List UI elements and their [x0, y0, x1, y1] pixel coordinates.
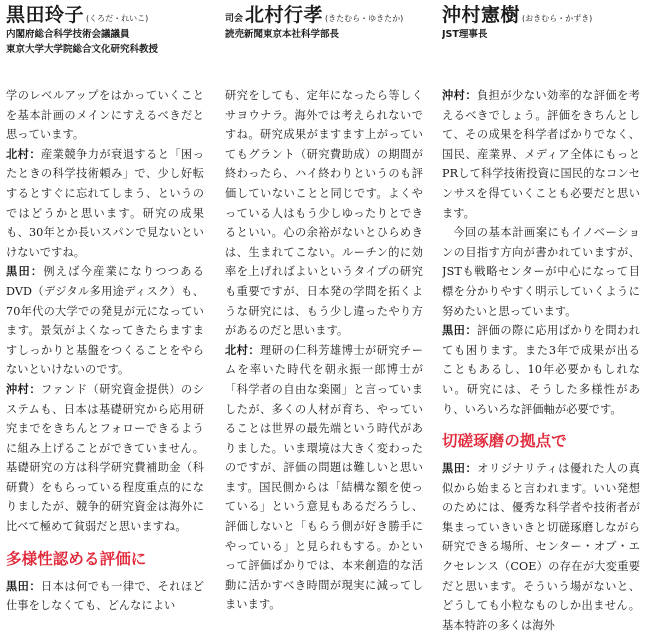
speaker-label: 沖村： — [6, 382, 42, 396]
column-1 — [6, 0, 204, 636]
article-text — [225, 86, 423, 615]
speaker-kana: (きたむら・ゆきたか) — [325, 14, 404, 23]
paragraph — [442, 459, 640, 635]
paragraph — [442, 86, 640, 223]
speaker-name-line — [442, 0, 640, 27]
paragraph-text: 理研の仁科芳雄博士が研究チームを率いた時代を朝永振一郎博士が「科学者の自由な楽園」と言っていましたが、多くの人材が育ち、やっていることは世界の最先端という時代がありました。いま環境は大きく変わったのですが、評価の問題は難しいと思います。国民側からは「結構な額を使っている」という意見もあるだろうし、評価しないと「もらう側が好き勝手にやっている」と見られもする。かといって評価ばかりでは、本来創造的な活動に活かすべき時間が現実に減ってしまいます。 — [225, 343, 423, 612]
speaker-label: 黒田： — [6, 579, 42, 593]
speaker-kana: (くろだ・れいこ) — [86, 14, 149, 23]
speaker-label: 黒田： — [442, 462, 478, 476]
speaker-label: 北村： — [6, 147, 42, 161]
speaker-label: 黒田： — [6, 265, 44, 279]
paragraph-text: 日本は何でも一律で、それほど仕事をしなくても、どんなによい — [6, 579, 204, 613]
speaker-label: 黒田： — [442, 324, 478, 338]
paragraph-text: 評価の際に応用ばかりを問われても困ります。また3年で成果が出ることもあるし、10年必要かもしれない。研究には、そうした多様性があり、いろいろな評価軸が必要です。 — [442, 324, 640, 416]
speaker-affiliation: 東京大学大学院総合文化研究科教授 — [6, 44, 159, 55]
section-heading: 多様性認める評価に — [6, 549, 147, 568]
paragraph-text: ファンド（研究資金提供）のシステムも、日本は基礎研究から応用研究までをきちんとフォローできるように組み上げることができていません。基礎研究の方は科学研究費補助金（科研費）をもらっている程度重点的になりましたが、競争的研究資金は海外に比べて極めて貧弱だと思いますね。 — [6, 382, 204, 534]
paragraph: 研究をしても、定年になったら等しくサヨウナラ。海外では考えられないですね。研究成果がますます上がっていてもグラント（研究費助成）の期間が終わったら、ハイ終わりというのも評価していないことと同じです。よくやっている人はもう少しゆったりとできるといい。心の余裕がないとひらめきは、生まれてこない。ルーチン的に効率を上げればよいというタイプの研究も重要ですが、日本発の学問を拓くような研究には、もう少し違ったやり方があるのだと思います。 — [225, 89, 423, 338]
column-3 — [442, 0, 640, 636]
speaker-header-kuroda — [6, 0, 204, 86]
speaker-label: 北村： — [225, 343, 261, 357]
paragraph-text: 負担が少ない効率的な評価を考えるべきでしょう。評価をきちんとして、その成果を科学者ばかりでなく、国民、産業界、メディア全体にもっとPRして科学技術投資に国民的なコンセンサスを得ていくことも必要だと思います。 — [442, 89, 640, 220]
paragraph — [6, 145, 204, 263]
speaker-name-line — [225, 0, 423, 27]
article-text — [442, 86, 640, 635]
speaker-name: 沖村憲樹 — [442, 4, 521, 26]
column-2 — [225, 0, 423, 636]
speaker-header-okimura — [442, 0, 640, 86]
speaker-name: 北村行孝 — [245, 4, 324, 26]
speaker-header-kitamura — [225, 0, 423, 86]
speaker-affiliation: 読売新聞東京本社科学部長 — [225, 29, 340, 40]
paragraph — [442, 321, 640, 419]
article-text — [6, 86, 204, 616]
speaker-label: 沖村： — [442, 89, 478, 102]
speaker-name: 黒田玲子 — [6, 4, 85, 26]
paragraph: 学のレベルアップをはかっていくことを基本計画のメインにすえるべきだと思っています。 — [6, 89, 204, 142]
paragraph-text: 例えば今産業になりつつあるDVD（デジタル多用途ディスク）も、70年代の大学での発見が元になっています。景気がよくなってきたらますますしっかりと基盤をつくることをやらないといけないのです。 — [6, 265, 204, 377]
paragraph-text: 産業競争力が衰退すると「困ったときの科学技術頼み」で、少し好転するとすぐに忘れてしまう、というのではどうかと思います。研究の成果も、30年とか長いスパンで見ないといけないですね。 — [6, 147, 204, 259]
paragraph — [225, 341, 423, 615]
paragraph — [6, 262, 204, 380]
speaker-name-line — [6, 0, 204, 27]
speaker-kana: (おきむら・かずき) — [522, 14, 593, 23]
paragraph-text: オリジナリティは優れた人の真似から始まると言われます。いい発想のためには、優秀な科学者や技術者が集まっていきいきと切磋琢磨しながら研究できる場所、センター・オブ・エクセレンス（COE）の存在が大変重要だと思います。そういう場がないと、どうしても小粒なものしか出ません。基本特許の多くは海外 — [442, 462, 640, 632]
moderator-label: 司会 — [225, 14, 244, 24]
speaker-affiliation: JST理事長 — [442, 29, 488, 40]
paragraph — [6, 380, 204, 537]
paragraph: 今回の基本計画案にもイノベーションの目指す方向が書かれていますが、JSTも戦略センターが中心になって目標を分かりやすく明示していくように努めたいと思っています。 — [442, 226, 640, 318]
speaker-affiliation: 内閣府総合科学技術会議議員 — [6, 29, 130, 40]
section-heading: 切磋琢磨の拠点で — [442, 432, 567, 451]
paragraph — [6, 577, 204, 616]
